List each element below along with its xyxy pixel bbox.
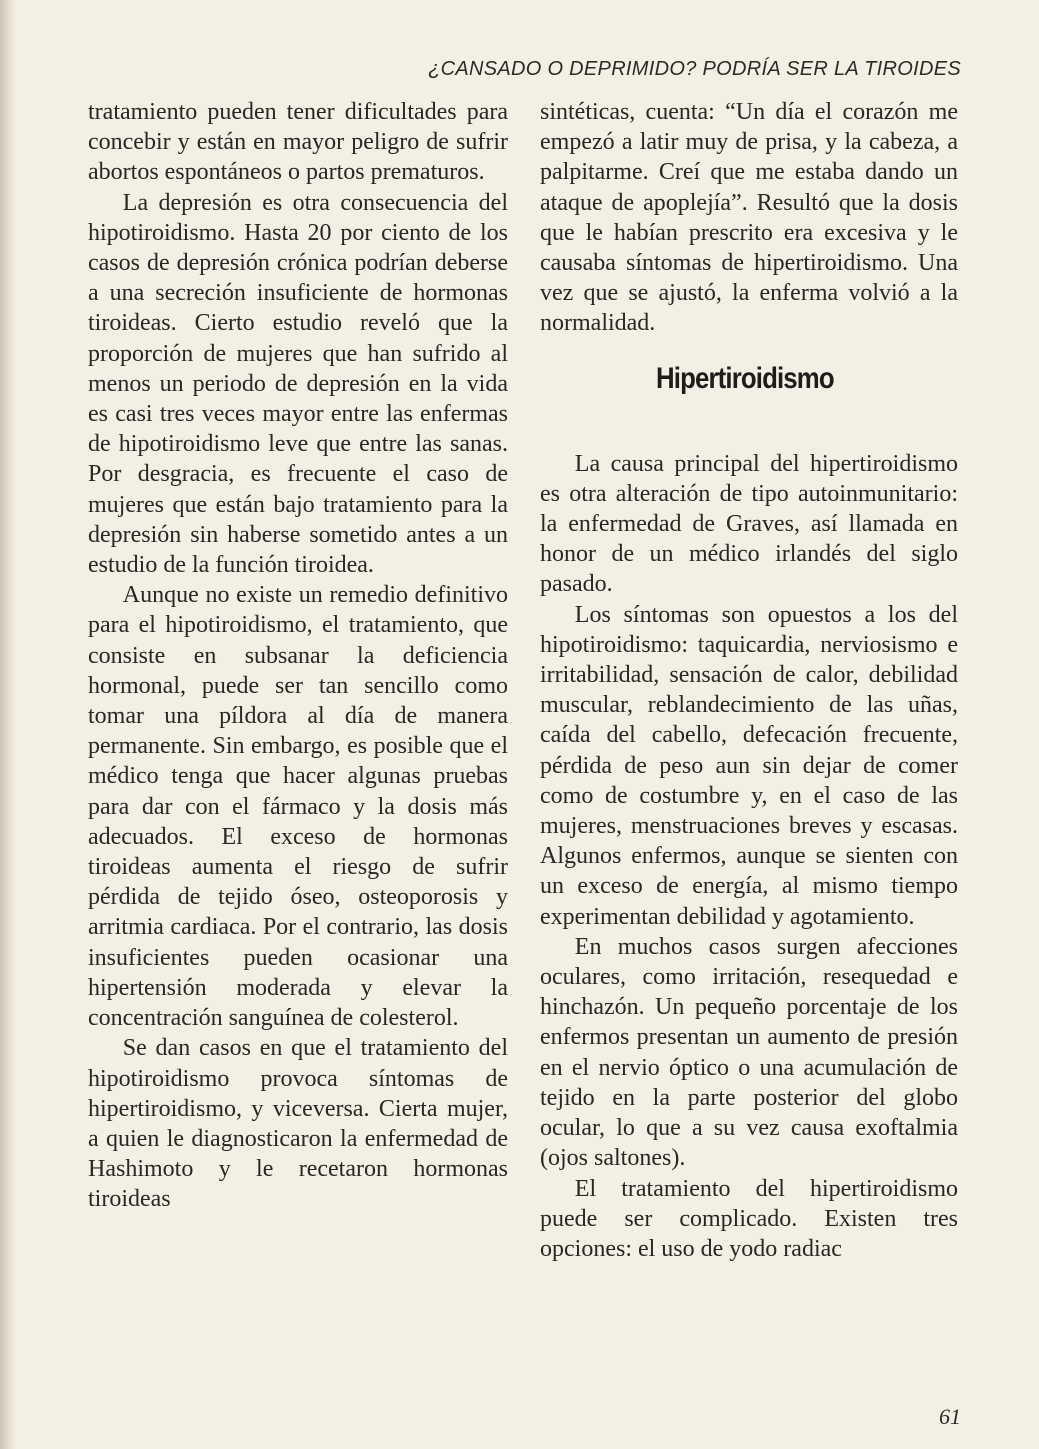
paragraph: Aunque no existe un remedio definitivo para el hipotiroidismo, el tratamiento, que consiste en subsanar la deficiencia hormonal, puede ser tan sencillo como tomar una píldora al día de manera permanente. Sin embargo, es posible que el médico tenga que hacer algunas pruebas para dar con el fármaco y la dosis más adecuados. El exceso de hormonas tiroideas aumenta el riesgo de sufrir pérdida de tejido óseo, osteoporosis y arritmia cardiaca. Por el contrario, las dosis insuficientes pueden ocasionar una hipertensión moderada y elevar la concentración sanguínea de colesterol. [88,582,508,1032]
right-column [540,97,958,1264]
left-column [88,97,508,1215]
paragraph: La causa principal del hipertiroidismo es otra alteración de tipo autoinmunitario: la enfermedad de Graves, así llamada en honor de un médico irlandés del siglo pasado. [540,450,958,598]
page-number: 61 [939,1404,961,1429]
paragraph: La depresión es otra consecuencia del hipotiroidismo. Hasta 20 por ciento de los casos de depresión crónica podrían deberse a una secreción insuficiente de hormonas tiroideas. Cierto estudio reveló que la proporción de mujeres que han sufrido al menos un periodo de depresión en la vida es casi tres veces mayor entre las enfermas de hipotiroidismo leve que entre las sanas. Por desgracia, es frecuente el caso de mujeres que están bajo tratamiento para la depresión sin haberse sometido antes a un estudio de la función tiroidea. [88,189,508,579]
paragraph: En muchos casos surgen afecciones oculares, como irritación, resequedad e hinchazón. Un pequeño porcentaje de los enfermos presentan un aumento de presión en el nervio óptico o una acumulación de tejido en la parte posterior del globo ocular, lo que a su vez causa exoftalmia (ojos saltones). [540,933,958,1172]
paragraph: Se dan casos en que el tratamiento del hipotiroidismo provoca síntomas de hipertiroidismo, y viceversa. Cierta mujer, a quien le diagnosticaron la enfermedad de Hashimoto y le recetaron hormonas tiroideas [88,1035,508,1213]
running-header: ¿CANSADO O DEPRIMIDO? PODRÍA SER LA TIROIDES [428,58,961,80]
section-heading: Hipertiroidismo [656,361,834,395]
paragraph: tratamiento pueden tener dificultades para concebir y están en mayor peligro de sufrir abortos espontáneos o partos prematuros. [88,99,508,186]
paragraph: Los síntomas son opuestos a los del hipotiroidismo: taquicardia, nerviosismo e irritabilidad, sensación de calor, debilidad muscular, reblandecimiento de las uñas, caída del cabello, defecación frecuente, pérdida de peso aun sin dejar de comer como de costumbre y, en el caso de las mujeres, menstruaciones breves y escasas. Algunos enfermos, aunque se sienten con un exceso de energía, al mismo tiempo experimentan debilidad y agotamiento. [540,601,958,930]
paragraph: El tratamiento del hipertiroidismo puede ser complicado. Existen tres opciones: el uso de yodo radiac [540,1175,958,1262]
heading-spacer [540,399,958,443]
paragraph: sintéticas, cuenta: “Un día el corazón me empezó a latir muy de prisa, y la cabeza, a palpitarme. Creí que me estaba dando un ataque de apoplejía”. Resultó que la dosis que le habían prescrito era excesiva y le causaba síntomas de hipertiroidismo. Una vez que se ajustó, la enferma volvió a la normalidad. [540,99,958,337]
page-edge [0,0,16,1449]
